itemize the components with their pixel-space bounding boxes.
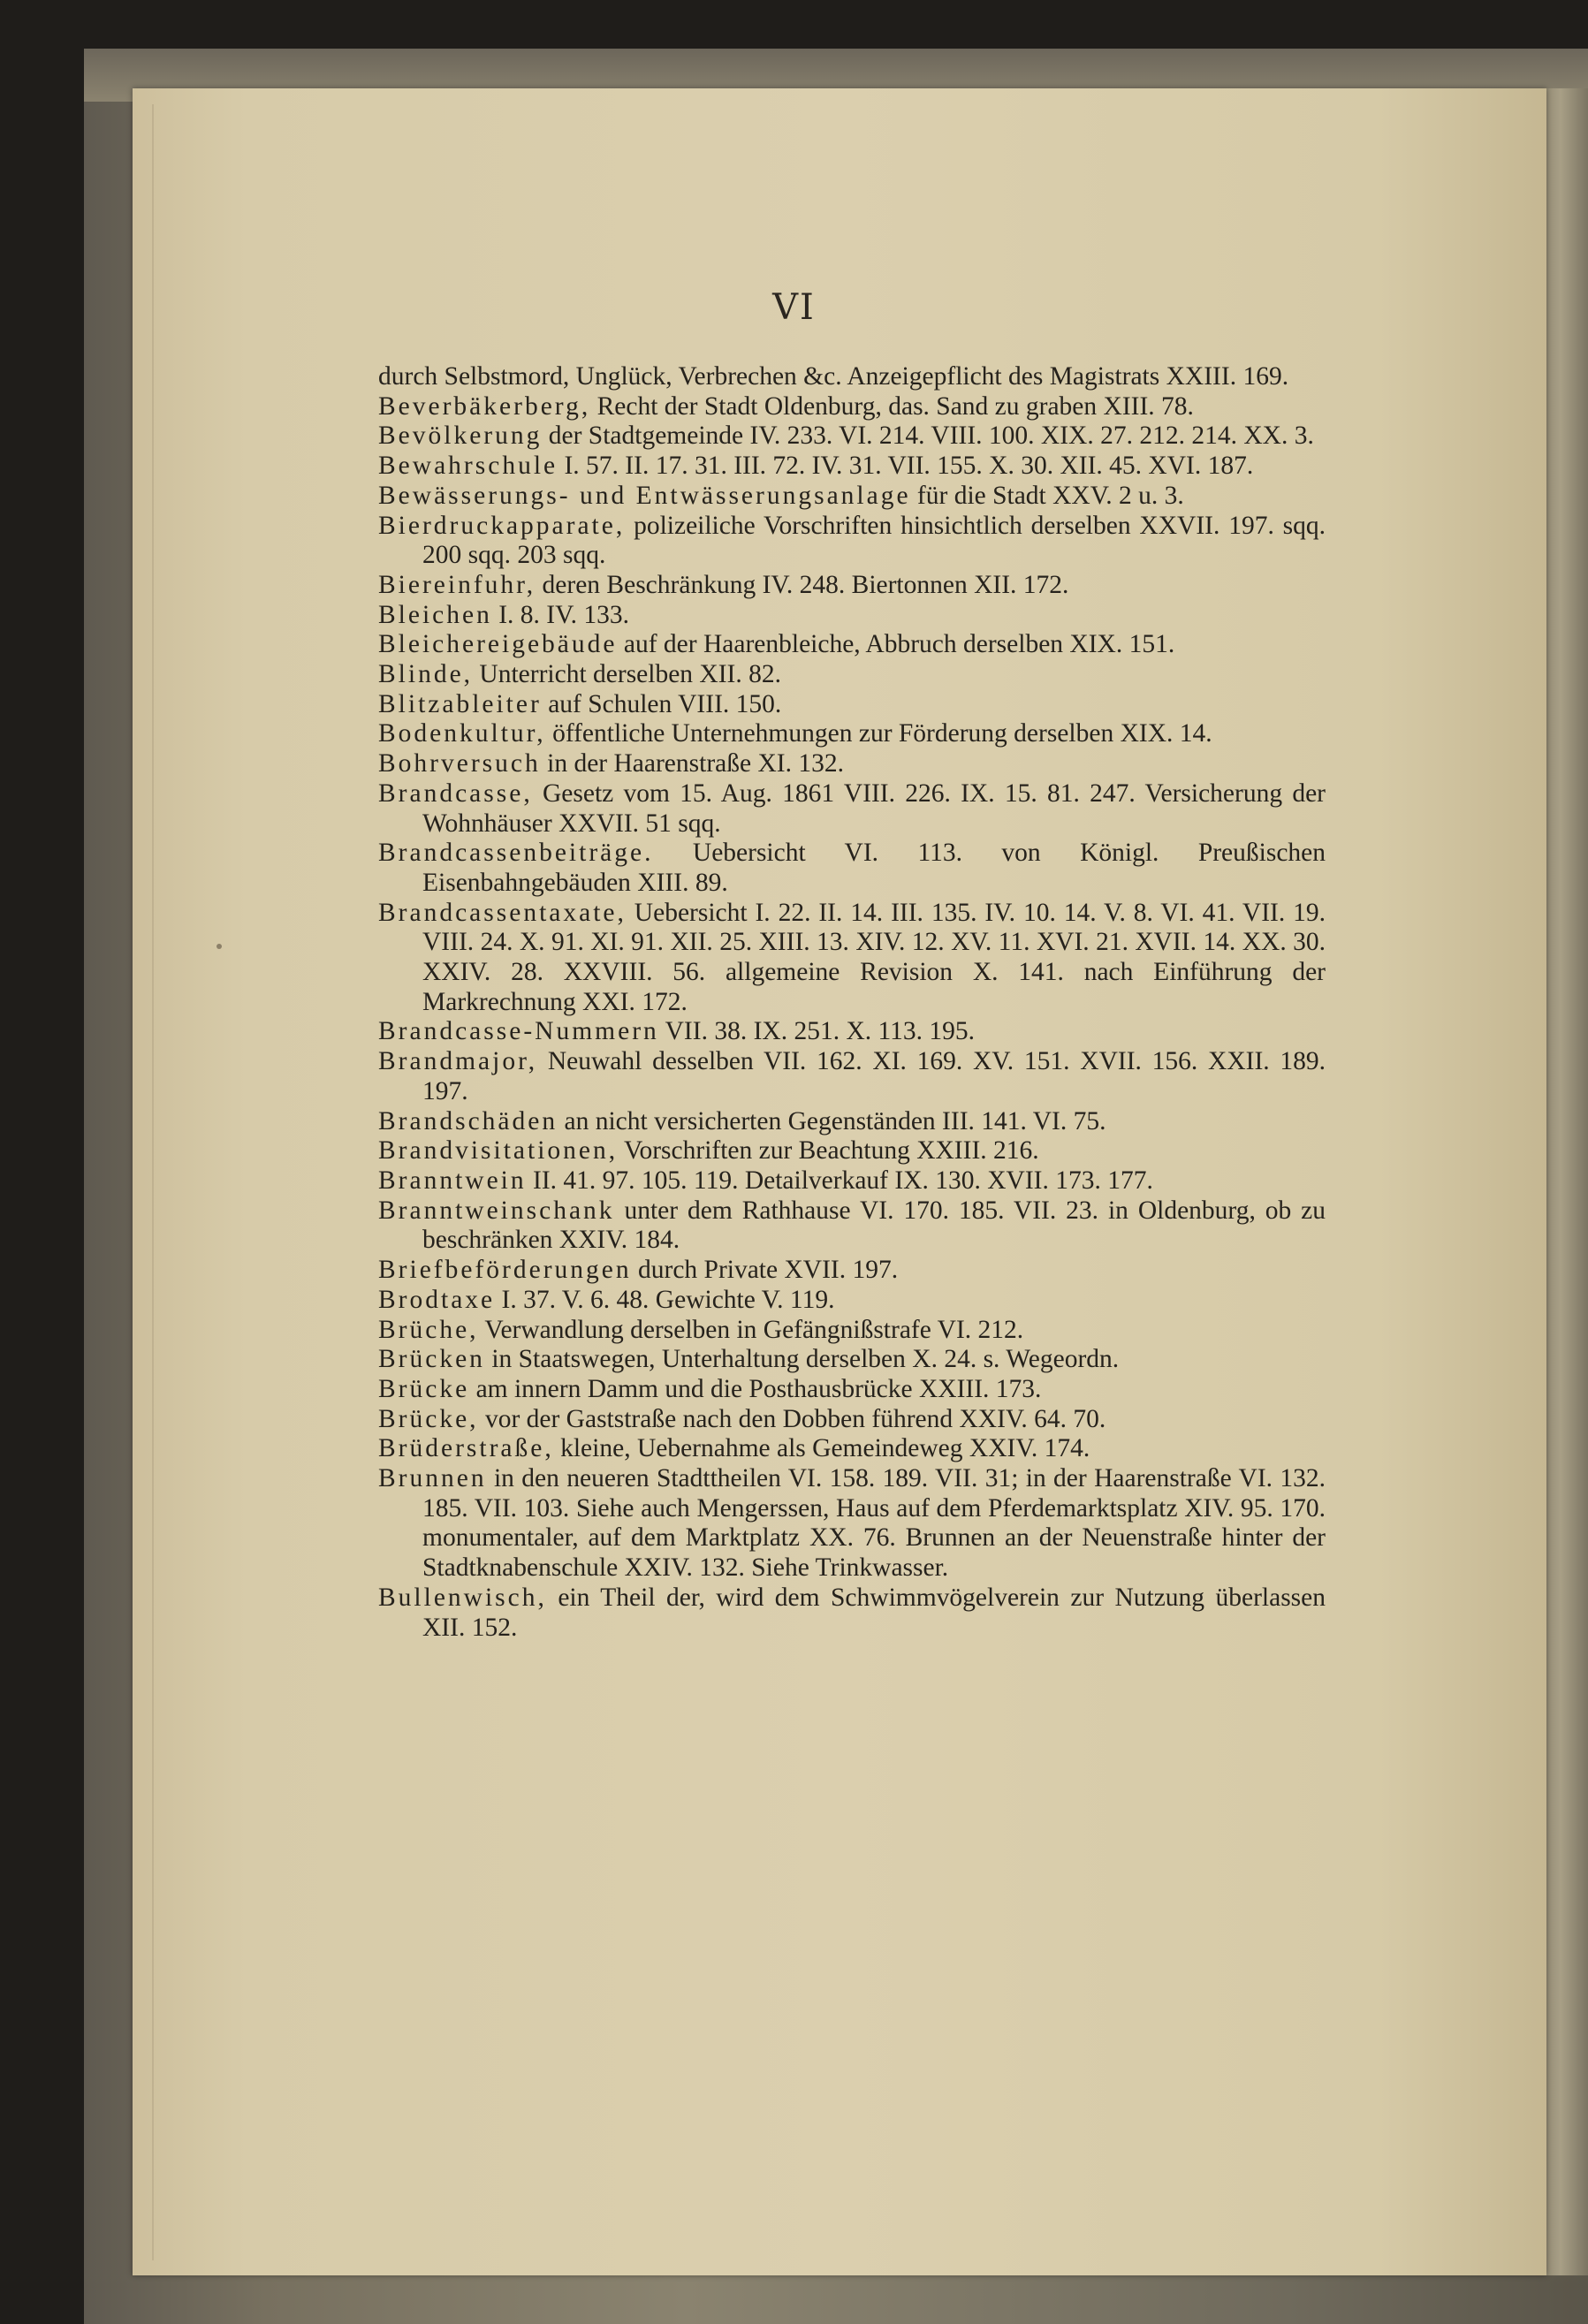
index-entry: Bewässerungs- und Entwässerungsanlage für die Stadt XXV. 2 u. 3.: [378, 481, 1184, 510]
index-entry: Bleichen I. 8. IV. 133.: [378, 600, 630, 629]
index-entry: Brandvisitationen, Vorschriften zur Beachtung XXIII. 216.: [378, 1136, 1039, 1166]
page-number: VI: [772, 287, 816, 328]
paper-blemish: [217, 944, 222, 949]
index-entries: [378, 362, 1326, 1643]
index-entry: Bewahrschule I. 57. II. 17. 31. III. 72. IV. 31. VII. 155. X. 30. XII. 45. XVI. 187.: [378, 452, 1254, 481]
page-fold-line: [152, 104, 154, 2260]
index-entry: Brüderstraße, kleine, Uebernahme als Gemeindeweg XXIV. 174.: [378, 1434, 1090, 1463]
index-entry: Bierdruckapparate, polizeiliche Vorschriften hinsichtlich derselben XXVII. 197. sqq. 200 sqq. 203 sqq.: [378, 511, 1326, 570]
index-entry: Brücken in Staatswegen, Unterhaltung derselben X. 24. s. Wegeordn.: [378, 1345, 1120, 1374]
index-entry: Brücke, vor der Gaststraße nach den Dobben führend XXIV. 64. 70.: [378, 1404, 1106, 1433]
index-entry: Bohrversuch in der Haarenstraße XI. 132.: [378, 749, 844, 778]
index-entry: Brüche, Verwandlung derselben in Gefängnißstrafe VI. 212.: [378, 1315, 1024, 1344]
index-entry: Bullenwisch, ein Theil der, wird dem Schwimmvögelverein zur Nutzung überlassen XII. 152.: [378, 1583, 1326, 1642]
index-entry: Branntwein II. 41. 97. 105. 119. Detailverkauf IX. 130. XVII. 173. 177.: [378, 1166, 1153, 1195]
index-entry: Bevölkerung der Stadtgemeinde IV. 233. VI. 214. VIII. 100. XIX. 27. 212. 214. XX. 3.: [378, 422, 1314, 451]
index-entry: Brandschäden an nicht versicherten Gegenständen III. 141. VI. 75.: [378, 1106, 1106, 1135]
index-entry: Brodtaxe I. 37. V. 6. 48. Gewichte V. 119.: [378, 1285, 835, 1314]
index-entry: Brandcasse-Nummern VII. 38. IX. 251. X. 113. 195.: [378, 1017, 976, 1046]
index-entry: Brücke am innern Damm und die Posthausbrücke XXIII. 173.: [378, 1374, 1042, 1403]
index-entry: Brandmajor, Neuwahl desselben VII. 162. XI. 169. XV. 151. XVII. 156. XXII. 189. 197.: [378, 1047, 1326, 1105]
facing-page-edge: [1542, 88, 1588, 2275]
index-entry: Bleichereigebäude auf der Haarenbleiche, Abbruch derselben XIX. 151.: [378, 630, 1175, 659]
index-entry: Biereinfuhr, deren Beschränkung IV. 248. Biertonnen XII. 172.: [378, 570, 1069, 599]
index-entry: Briefbeförderungen durch Private XVII. 197.: [378, 1256, 899, 1285]
index-entry: Brandcassentaxate, Uebersicht I. 22. II. 14. III. 135. IV. 10. 14. V. 8. VI. 41. VII. 19. VIII. 24. X. 91. XI. 91. XII. 25. XIII. 13. XIV. 12. XV. 11. XVI. 21. XVII. 14. XX. 30. XXIV. 28. XXVIII. 56. allgemeine Revision X. 141. nach Einführung der Markrechnung XXI. 172.: [378, 898, 1326, 1016]
index-entry: Beverbäkerberg, Recht der Stadt Oldenburg, das. Sand zu graben XIII. 78.: [378, 391, 1194, 421]
index-entry: Brandcasse, Gesetz vom 15. Aug. 1861 VIII. 226. IX. 15. 81. 247. Versicherung der Wohnhäuser XXVII. 51 sqq.: [378, 778, 1326, 838]
index-entry: Brunnen in den neueren Stadttheilen VI. 158. 189. VII. 31; in der Haarenstraße VI. 132. 185. VII. 103. Siehe auch Mengerssen, Haus auf dem Pferdemarktsplatz XIV. 95. 170. monumentaler, auf dem Marktplatz XX. 76. Brunnen an der Neuenstraße hinter der Stadtknabenschule XXIV. 132. Siehe Trinkwasser.: [378, 1464, 1326, 1583]
index-entry: Blinde, Unterricht derselben XII. 82.: [378, 660, 782, 689]
index-entry: Brandcassenbeiträge. Uebersicht VI. 113. von Königl. Preußischen Eisenbahngebäuden XIII. 89.: [378, 839, 1326, 897]
index-entry: Bodenkultur, öffentliche Unternehmungen zur Förderung derselben XIX. 14.: [378, 719, 1212, 748]
index-entry: Branntweinschank unter dem Rathhause VI. 170. 185. VII. 23. in Oldenburg, ob zu beschränken XXIV. 184.: [378, 1196, 1326, 1255]
index-entry: Blitzableiter auf Schulen VIII. 150.: [378, 689, 782, 718]
index-entry: durch Selbstmord, Unglück, Verbrechen &c. Anzeigepflicht des Magistrats XXIII. 169.: [378, 362, 1289, 391]
